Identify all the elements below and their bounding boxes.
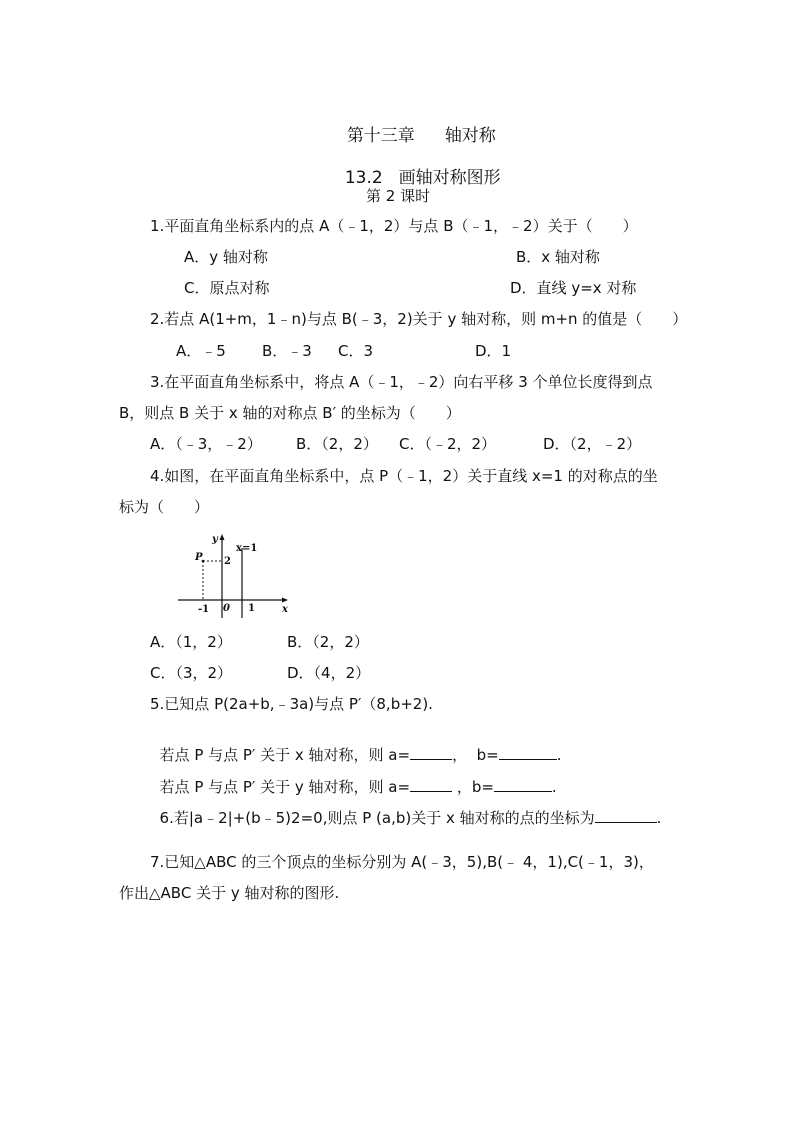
point-p-label: P — [195, 552, 203, 563]
question-4-stem-line1: 4.如图，在平面直角坐标系中，点 P（﹣1，2）关于直线 x=1 的对称点的坐 — [150, 467, 658, 485]
q5-line-x-end: . — [556, 746, 562, 764]
q3-option-c: C．（﹣2，2） — [399, 435, 497, 453]
section-title — [334, 148, 501, 188]
question-2-stem: 2.若点 A(1+m，1﹣n)与点 B(﹣3，2)关于 y 轴对称，则 m+n 的值是（ ） — [150, 310, 688, 328]
q1-option-c: C．原点对称 — [184, 279, 270, 297]
coordinate-figure — [176, 532, 296, 624]
q1-option-a: A．y 轴对称 — [184, 248, 268, 266]
chapter-title — [336, 106, 496, 146]
lesson-label: 第 2 课时 — [366, 187, 431, 205]
question-7-stem-line1: 7.已知△ABC 的三个顶点的坐标分别为 A(﹣3，5),B(﹣ 4，1),C(﹣1，3)， — [150, 853, 654, 871]
question-6-stem — [150, 788, 661, 828]
question-5-stem: 5.已知点 P(2a+b,﹣3a)与点 P′（8,b+2). — [150, 695, 433, 713]
x-axis-label: x — [282, 604, 288, 615]
question-3-stem-line1: 3.在平面直角坐标系中，将点 A（﹣1，﹣2）向右平移 3 个单位长度得到点 — [150, 373, 653, 391]
q3-option-b: B．（2，2） — [296, 435, 378, 453]
q5-line-x-prefix: 若点 P 与点 P′ 关于 x 轴对称，则 a= — [159, 746, 411, 764]
tick-2-label: 2 — [224, 556, 231, 567]
q5-line-y-prefix: 若点 P 与点 P′ 关于 y 轴对称，则 a= — [159, 778, 411, 796]
question-1-stem: 1.平面直角坐标系内的点 A（﹣1，2）与点 B（﹣1，﹣2）关于（ ） — [150, 217, 638, 235]
q1-option-b: B．x 轴对称 — [516, 248, 600, 266]
q2-option-c: C．3 — [338, 342, 374, 360]
chapter-topic: 轴对称 — [444, 126, 496, 146]
q4-option-d: D．（4，2） — [287, 664, 371, 682]
question-7-stem-line2: 作出△ABC 关于 y 轴对称的图形. — [119, 884, 340, 902]
q2-option-b: B．﹣3 — [262, 342, 312, 360]
y-axis-label: y — [212, 534, 218, 545]
q2-option-d: D．1 — [475, 342, 512, 360]
q2-option-a: A．﹣5 — [176, 342, 226, 360]
answer-blank-q6[interactable] — [595, 808, 657, 823]
q4-option-b: B．（2，2） — [287, 633, 369, 651]
q3-option-d: D．（2，﹣2） — [543, 435, 642, 453]
question-3-stem-line2: B，则点 B 关于 x 轴的对称点 B′ 的坐标为（ ） — [119, 404, 461, 422]
q3-option-a: A．（﹣3，﹣2） — [150, 435, 262, 453]
q5-line-x-mid: ， b= — [452, 746, 499, 764]
tick-1-label: 1 — [248, 603, 255, 614]
question-4-stem-line2: 标为（ ） — [119, 498, 210, 516]
q1-option-d: D．直线 y=x 对称 — [510, 279, 637, 297]
line-label: x=1 — [236, 543, 258, 554]
chapter-number: 第十三章 — [346, 126, 415, 146]
y-axis-arrow — [220, 534, 225, 540]
q5-line-y-mid: ，b= — [452, 778, 494, 796]
q6-stem-text: 6.若|a﹣2|+(b﹣5)2=0,则点 P (a,b)关于 x 轴对称的点的坐标为 — [159, 809, 595, 827]
x-axis-arrow — [282, 598, 288, 603]
q5-line-y-end: . — [551, 778, 557, 796]
q6-stem-end: . — [656, 809, 662, 827]
q4-option-a: A．（1，2） — [150, 633, 232, 651]
section-number: 13.2 — [344, 168, 383, 188]
tick-neg1-label: -1 — [198, 604, 210, 615]
origin-label: 0 — [223, 603, 230, 614]
section-name: 画轴对称图形 — [398, 168, 501, 188]
q4-option-c: C．（3，2） — [150, 664, 233, 682]
